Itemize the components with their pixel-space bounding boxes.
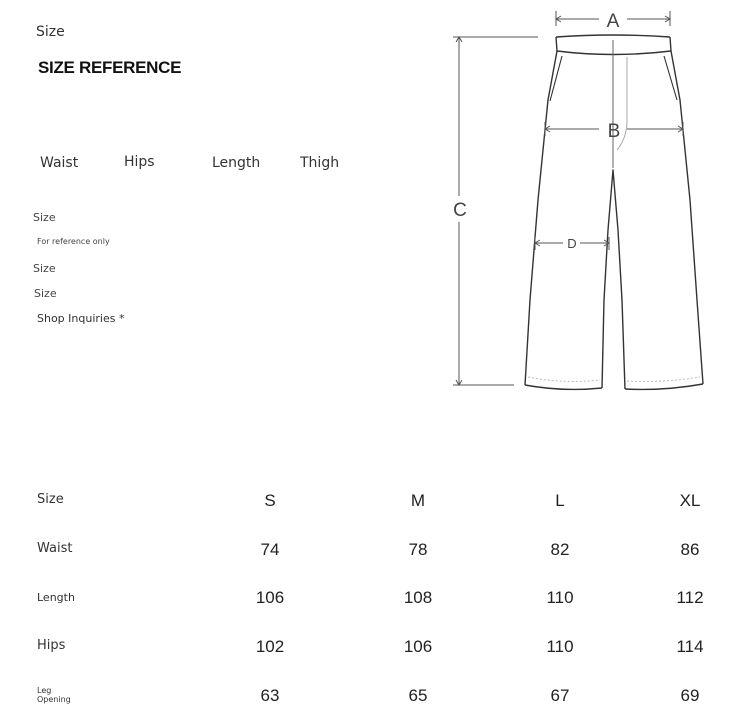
table-cell: 106 [403, 637, 433, 656]
table-row-label-length: Length [37, 591, 75, 604]
table-header-xl: XL [679, 491, 701, 510]
shop-inquiries-note: Shop Inquiries * [37, 312, 125, 325]
size-label: Size [36, 24, 65, 40]
measure-header-length: Length [212, 155, 261, 171]
table-cell: 69 [680, 686, 700, 705]
note-size-3: Size [34, 287, 57, 300]
table-cell: 112 [676, 588, 704, 607]
table-header-l: L [555, 491, 565, 510]
table-header-s: S [264, 491, 276, 510]
table-header-size: Size [37, 492, 64, 507]
note-reference-only: For reference only [37, 237, 110, 246]
label-a: A [606, 11, 620, 32]
table-cell: 67 [550, 686, 570, 705]
table-cell: 63 [260, 686, 280, 705]
label-b: B [607, 121, 621, 142]
page-title: SIZE REFERENCE [38, 58, 182, 77]
table-row-label-hips: Hips [37, 638, 66, 653]
table-cell: 78 [408, 540, 428, 559]
table-cell: 108 [403, 588, 433, 607]
table-cell: 82 [550, 540, 570, 559]
table-cell: 74 [260, 540, 280, 559]
table-cell: 86 [680, 540, 700, 559]
table-header-m: M [410, 491, 426, 510]
table-cell: 106 [255, 588, 285, 607]
table-row-label-waist: Waist [37, 541, 73, 556]
note-size-2: Size [33, 262, 56, 275]
table-cell: 110 [546, 588, 574, 607]
table-row-label-leg-opening: Leg Opening [37, 686, 71, 704]
note-size-1: Size [33, 211, 56, 224]
table-cell: 102 [255, 637, 285, 656]
measure-header-hips: Hips [124, 154, 155, 170]
table-cell: 110 [546, 637, 574, 656]
label-c: C [453, 200, 467, 221]
pants-outline [525, 35, 703, 389]
table-cell: 65 [408, 686, 428, 705]
table-cell: 114 [676, 637, 704, 656]
measure-header-thigh: Thigh [300, 155, 340, 171]
label-d: D [567, 236, 577, 251]
measure-header-waist: Waist [40, 155, 79, 171]
